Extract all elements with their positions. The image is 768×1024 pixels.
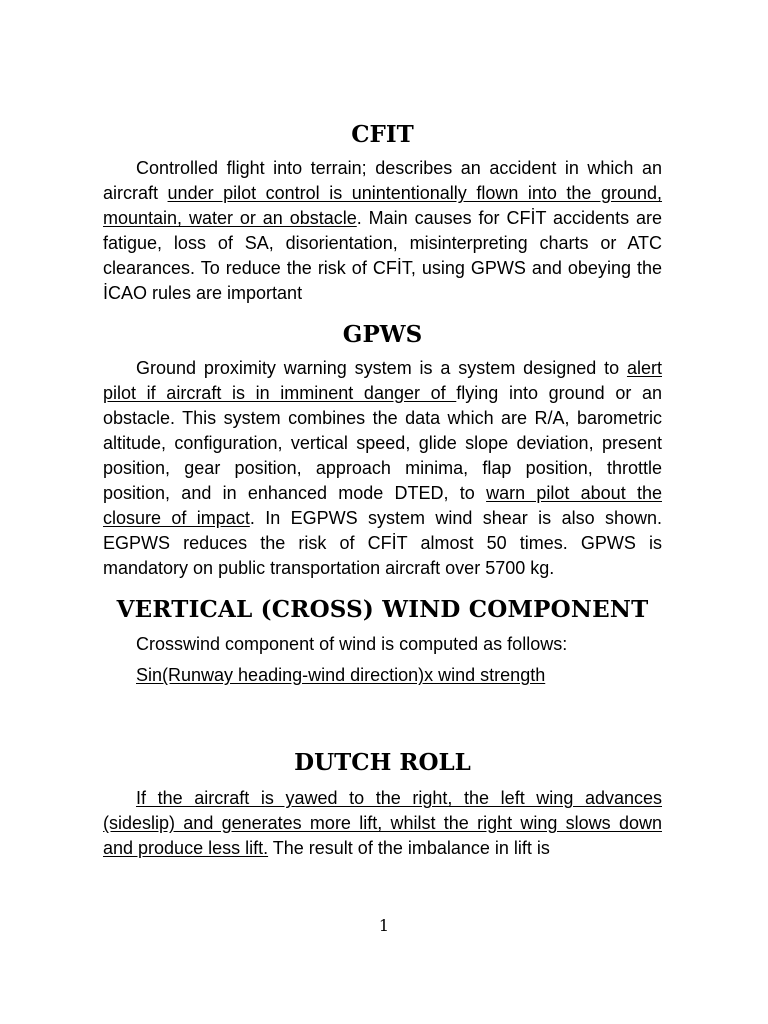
gpws-underlined-2: warn pilot about the closure of impact xyxy=(103,483,662,528)
crosswind-formula-line xyxy=(103,663,662,688)
gpws-text-1: Ground proximity warning system is a system designed to xyxy=(136,358,627,378)
page-content xyxy=(103,116,662,861)
dutch-roll-heading: DUTCH ROLL xyxy=(294,749,471,776)
gpws-text-2: flying into ground or an obstacle. This system combines the data which are R/A, barometric altitude, configuration, vertical speed, glide slope deviation, present position, gear position, approach minima, flap position, throttle position, and in enhanced mode DTED, to xyxy=(103,383,662,503)
cfit-text-1: Controlled flight into terrain; describes an accident in which an aircraft xyxy=(103,158,662,203)
dutch-roll-paragraph xyxy=(103,786,662,861)
section-gpws xyxy=(103,316,662,581)
cfit-underlined-1: under pilot control is unintentionally flown into the ground, mountain, water or an obstacle xyxy=(103,183,663,228)
crosswind-intro: Crosswind component of wind is computed as follows: xyxy=(136,634,568,654)
crosswind-formula: Sin(Runway heading-wind direction)x wind strength xyxy=(136,665,546,685)
gpws-text-3: . In EGPWS system wind shear is also shown. EGPWS reduces the risk of CFİT almost 50 times. GPWS is mandatory on public transportation aircraft over 5700 kg. xyxy=(103,508,662,578)
gpws-underlined-1: alert pilot if aircraft is in imminent danger of xyxy=(103,358,662,403)
section-cfit xyxy=(103,116,662,306)
gpws-heading: GPWS xyxy=(342,321,423,348)
dutch-roll-text-1: The result of the imbalance in lift is xyxy=(268,838,550,858)
page-number: 1 xyxy=(378,916,390,935)
cfit-heading: CFIT xyxy=(351,121,414,148)
section-crosswind xyxy=(103,591,662,688)
gpws-paragraph xyxy=(103,356,662,581)
dutch-roll-underlined-1: If the aircraft is yawed to the right, the left wing advances (sideslip) and generates more lift, whilst the right wing slows down and produce less lift. xyxy=(103,788,662,858)
crosswind-heading: VERTICAL (CROSS) WIND COMPONENT xyxy=(116,596,649,623)
cfit-paragraph xyxy=(103,156,662,306)
section-dutch-roll xyxy=(103,744,662,861)
cfit-text-2: . Main causes for CFİT accidents are fatigue, loss of SA, disorientation, misinterpreting charts or ATC clearances. To reduce the risk of CFİT, using GPWS and obeying the İCAO rules are important xyxy=(103,208,662,303)
